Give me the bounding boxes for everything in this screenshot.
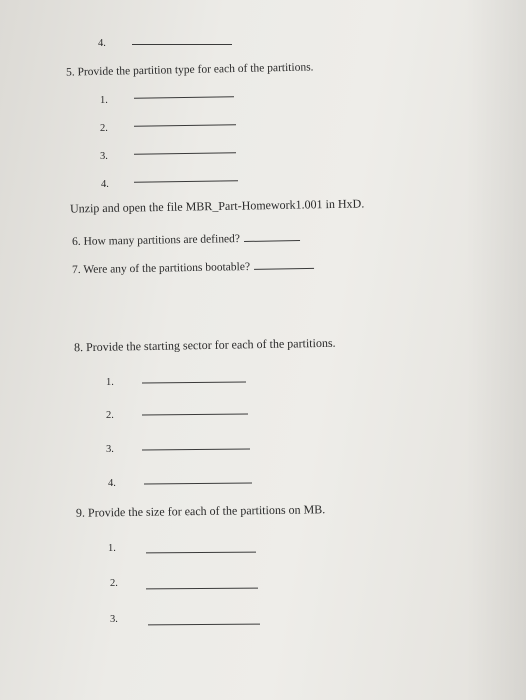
q8-item-2-number: 2. [106,410,114,421]
question-6 [72,232,300,248]
q8-item-1-blank [142,381,246,383]
question-5: 5. Provide the partition type for each of the partitions. [65,61,314,79]
q9-item-3-blank [148,624,260,626]
q5-item-4-number: 4. [101,179,109,190]
q5-item-2-number: 2. [100,123,108,134]
q5-item-3-number: 3. [100,151,108,162]
q9-item-2-blank [146,588,258,590]
question-7 [72,260,314,276]
q5-item-4-blank [134,180,238,182]
question-7-text: 7. Were any of the partitions bootable? [71,261,251,277]
q5-item-2-blank [134,124,236,126]
q8-item-3-number: 3. [106,444,114,455]
q8-item-1-number: 1. [106,377,114,388]
q8-item-3-blank [142,449,250,451]
q8-item-2-blank [142,413,248,415]
q9-item-2-number: 2. [110,578,118,589]
question-7-blank [254,268,314,270]
q5-item-3-blank [134,152,236,154]
question-6-blank [244,240,300,242]
q4-item-4-blank [132,44,232,45]
q8-item-4-blank [144,483,252,485]
q9-item-3-number: 3. [110,614,118,625]
q5-item-1-blank [134,96,234,98]
question-9: 9. Provide the size for each of the partitions on MB. [75,502,326,520]
question-6-text: 6. How many partitions are defined? [71,233,241,248]
q8-item-4-number: 4. [108,478,116,489]
q4-item-4-number: 4. [98,38,106,49]
q5-item-1-number: 1. [100,95,108,106]
q9-item-1-number: 1. [108,543,116,554]
q9-item-1-blank [146,552,256,554]
question-8: 8. Provide the starting sector for each of the partitions. [73,335,336,355]
page-shadow [466,0,526,700]
instruction-text: Unzip and open the file MBR_Part-Homework1.001 in HxD. [69,196,365,216]
